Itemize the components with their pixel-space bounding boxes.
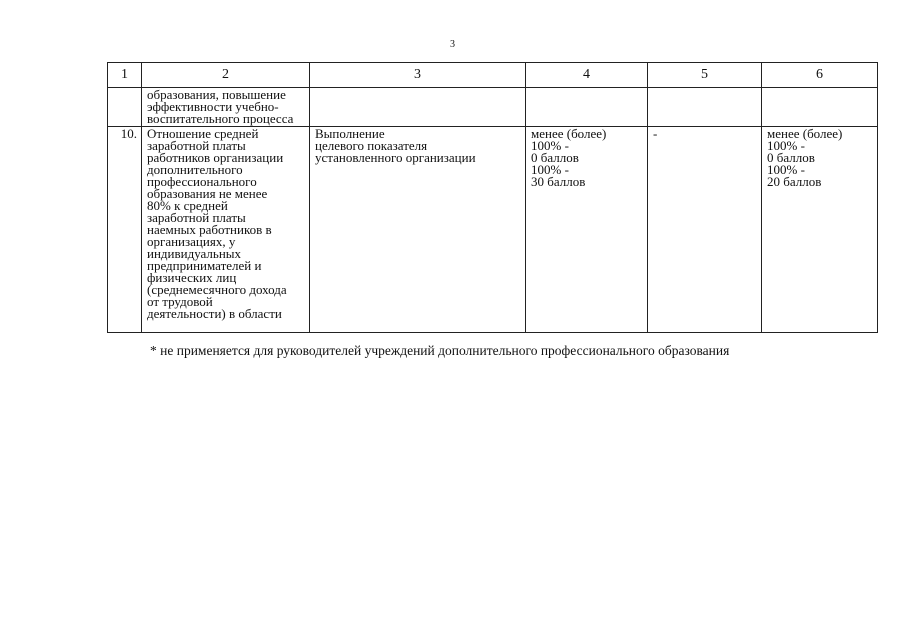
score-cell bbox=[526, 88, 648, 127]
column-header: 4 bbox=[526, 63, 648, 88]
column-5-cell: - bbox=[648, 127, 762, 333]
column-5-cell bbox=[648, 88, 762, 127]
criteria-cell: Выполнение целевого показателя установленного организации bbox=[310, 127, 526, 333]
column-6-cell bbox=[762, 88, 878, 127]
row-number-cell: 10. bbox=[108, 127, 142, 333]
column-header: 1 bbox=[108, 63, 142, 88]
column-header: 2 bbox=[142, 63, 310, 88]
column-6-cell: менее (более) 100% - 0 баллов 100% - 20 баллов bbox=[762, 127, 878, 333]
footnote: * не применяется для руководителей учреждений дополнительного профессионального образования bbox=[150, 343, 730, 358]
page-number: 3 bbox=[450, 39, 455, 50]
criteria-table bbox=[107, 62, 878, 333]
score-cell: менее (более) 100% - 0 баллов 100% - 30 баллов bbox=[526, 127, 648, 333]
column-header: 5 bbox=[648, 63, 762, 88]
indicator-cell: образования, повышение эффективности учебно- воспитательного процесса bbox=[142, 88, 310, 127]
table-row bbox=[108, 127, 878, 333]
indicator-cell: Отношение средней заработной платы работников организации дополнительного профессионального образования не менее 80% к средней заработной платы наемных работников в организациях, у индивидуальных предпринимателей и физических лиц (среднемесячного дохода от трудовой деятельности) в области bbox=[142, 127, 310, 333]
row-number-cell bbox=[108, 88, 142, 127]
table-header-row bbox=[108, 63, 878, 88]
column-header: 6 bbox=[762, 63, 878, 88]
criteria-cell bbox=[310, 88, 526, 127]
table-row bbox=[108, 88, 878, 127]
column-header: 3 bbox=[310, 63, 526, 88]
